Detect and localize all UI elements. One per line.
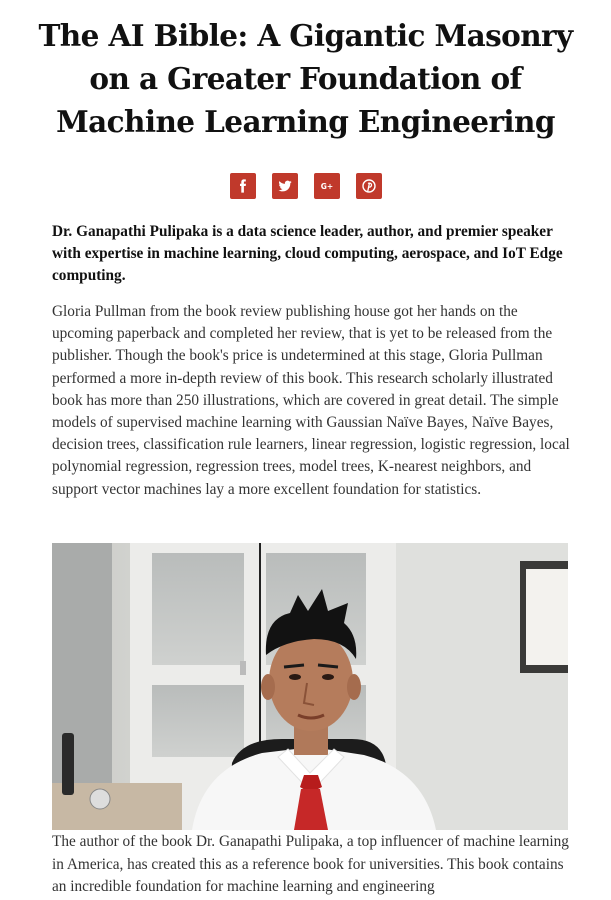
google-plus-icon — [320, 179, 334, 193]
facebook-icon — [236, 179, 250, 193]
article-paragraph: Gloria Pullman from the book review publishing house got her hands on the upcoming paperback and completed her review, that is yet to be released from the publisher. Though the book's price is undetermined at this stage, Gloria Pullman performed a more in-depth review of this book. This research scholarly illustrated book has more than 250 illustrations, which are covered in great detail. The simple models of supervised machine learning with Gaussian Naïve Bayes, Naïve Bayes, decision trees, classification rule learners, linear regression, logistic regression, local polynomial regression, regression trees, model trees, K-nearest neighbors, and support vector machines lay a more excellent foundation for statistics. — [52, 303, 570, 498]
facebook-share-button[interactable] — [230, 173, 256, 199]
pinterest-icon — [362, 179, 376, 193]
author-photo — [52, 543, 568, 830]
google-plus-share-button[interactable] — [314, 173, 340, 199]
svg-text:G+: G+ — [320, 182, 333, 192]
twitter-icon — [278, 179, 292, 193]
article-paragraph: The author of the book Dr. Ganapathi Pulipaka, a top influencer of machine learning in America, has created this as a reference book for universities. This book contains an incredible foundation for machine learning and engineering — [52, 833, 569, 896]
article-title: The AI Bible: A Gigantic Masonry on a Greater Foundation of Machine Learning Engineering — [38, 18, 573, 139]
author-photo-illustration — [52, 543, 568, 830]
share-bar — [0, 173, 611, 199]
pinterest-share-button[interactable] — [356, 173, 382, 199]
article-lead: Dr. Ganapathi Pulipaka is a data science leader, author, and premier speaker with expertise in machine learning, cloud computing, aerospace, and IoT Edge computing. — [52, 223, 563, 284]
twitter-share-button[interactable] — [272, 173, 298, 199]
